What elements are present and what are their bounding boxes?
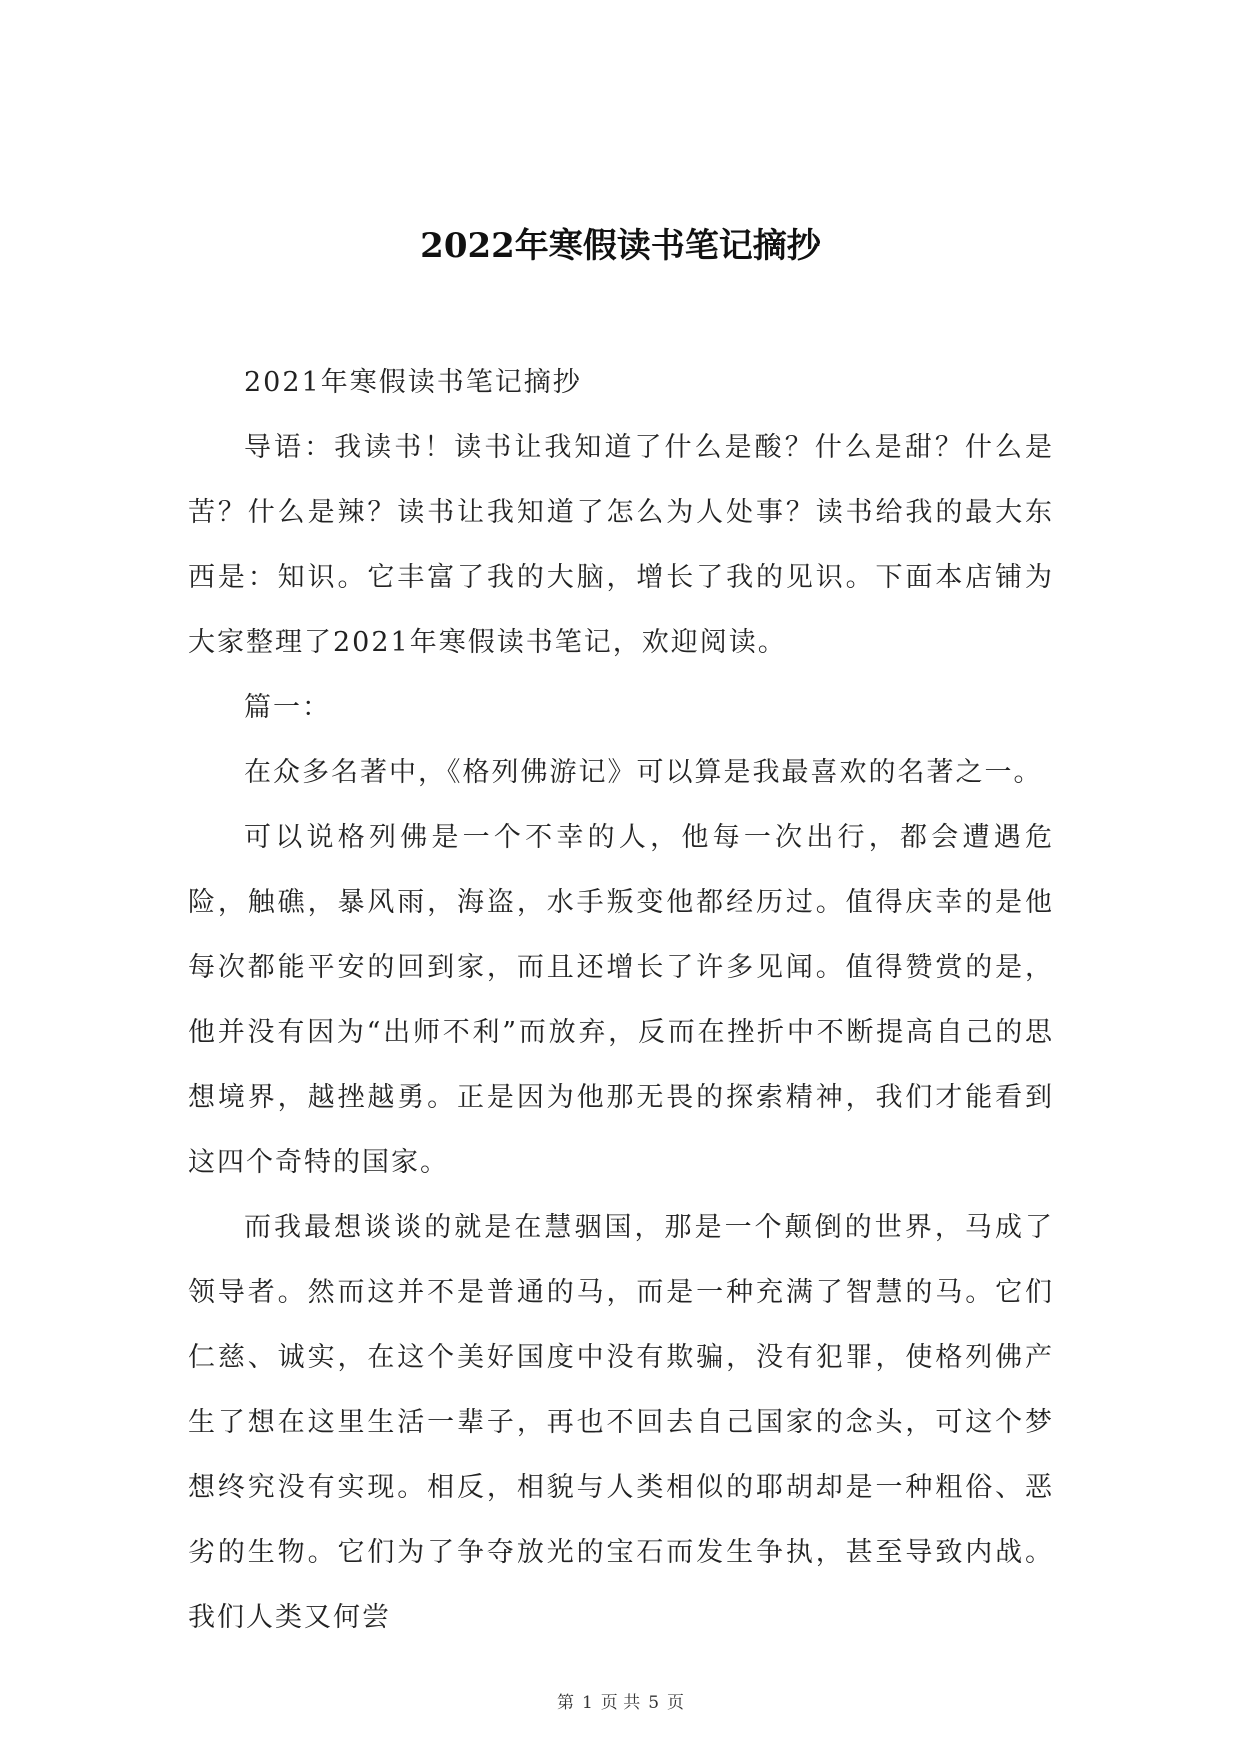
footer-suffix: 页 (667, 1693, 685, 1713)
footer-total-pages: 5 (648, 1693, 660, 1713)
footer-prefix: 第 (556, 1693, 574, 1713)
paragraph-section-heading: 篇一： (244, 692, 331, 723)
paragraph-intro: 导语：我读书！读书让我知道了什么是酸？什么是甜？什么是苦？什么是辣？读书让我知道了怎么为人处事？读书给我的最大东西是：知识。它丰富了我的大脑，增长了我的见识。下面本店铺为大家整理了2021年寒假读书笔记，欢迎阅读。 (188, 432, 1054, 658)
footer-mid: 页 共 (600, 1693, 641, 1713)
paragraph-houyhnhnm: 而我最想谈谈的就是在慧骃国，那是一个颠倒的世界，马成了领导者。然而这并不是普通的马，而是一种充满了智慧的马。它们仁慈、诚实，在这个美好国度中没有欺骗，没有犯罪，使格列佛产生了想在这里生活一辈子，再也不回去自己国家的念头，可这个梦想终究没有实现。相反，相貌与人类相似的耶胡却是一种粗俗、恶劣的生物。它们为了争夺放光的宝石而发生争执，甚至导致内战。我们人类又何尝 (188, 1212, 1054, 1633)
document-title: 2022年寒假读书笔记摘抄 (420, 226, 821, 266)
paragraph-favorite-book: 在众多名著中，《格列佛游记》可以算是我最喜欢的名著之一。 (244, 757, 1043, 788)
footer-page-number: 1 (581, 1693, 593, 1713)
page-footer (0, 1688, 1241, 1713)
paragraph-subtitle: 2021年寒假读书笔记摘抄 (244, 367, 582, 398)
paragraph-gulliver: 可以说格列佛是一个不幸的人，他每一次出行，都会遭遇危险，触礁，暴风雨，海盗，水手叛变他都经历过。值得庆幸的是他每次都能平安的回到家，而且还增长了许多见闻。值得赞赏的是，他并没有因为“出师不利”而放弃，反而在挫折中不断提高自己的思想境界，越挫越勇。正是因为他那无畏的探索精神，我们才能看到这四个奇特的国家。 (188, 822, 1054, 1178)
document-body (188, 350, 1054, 1650)
